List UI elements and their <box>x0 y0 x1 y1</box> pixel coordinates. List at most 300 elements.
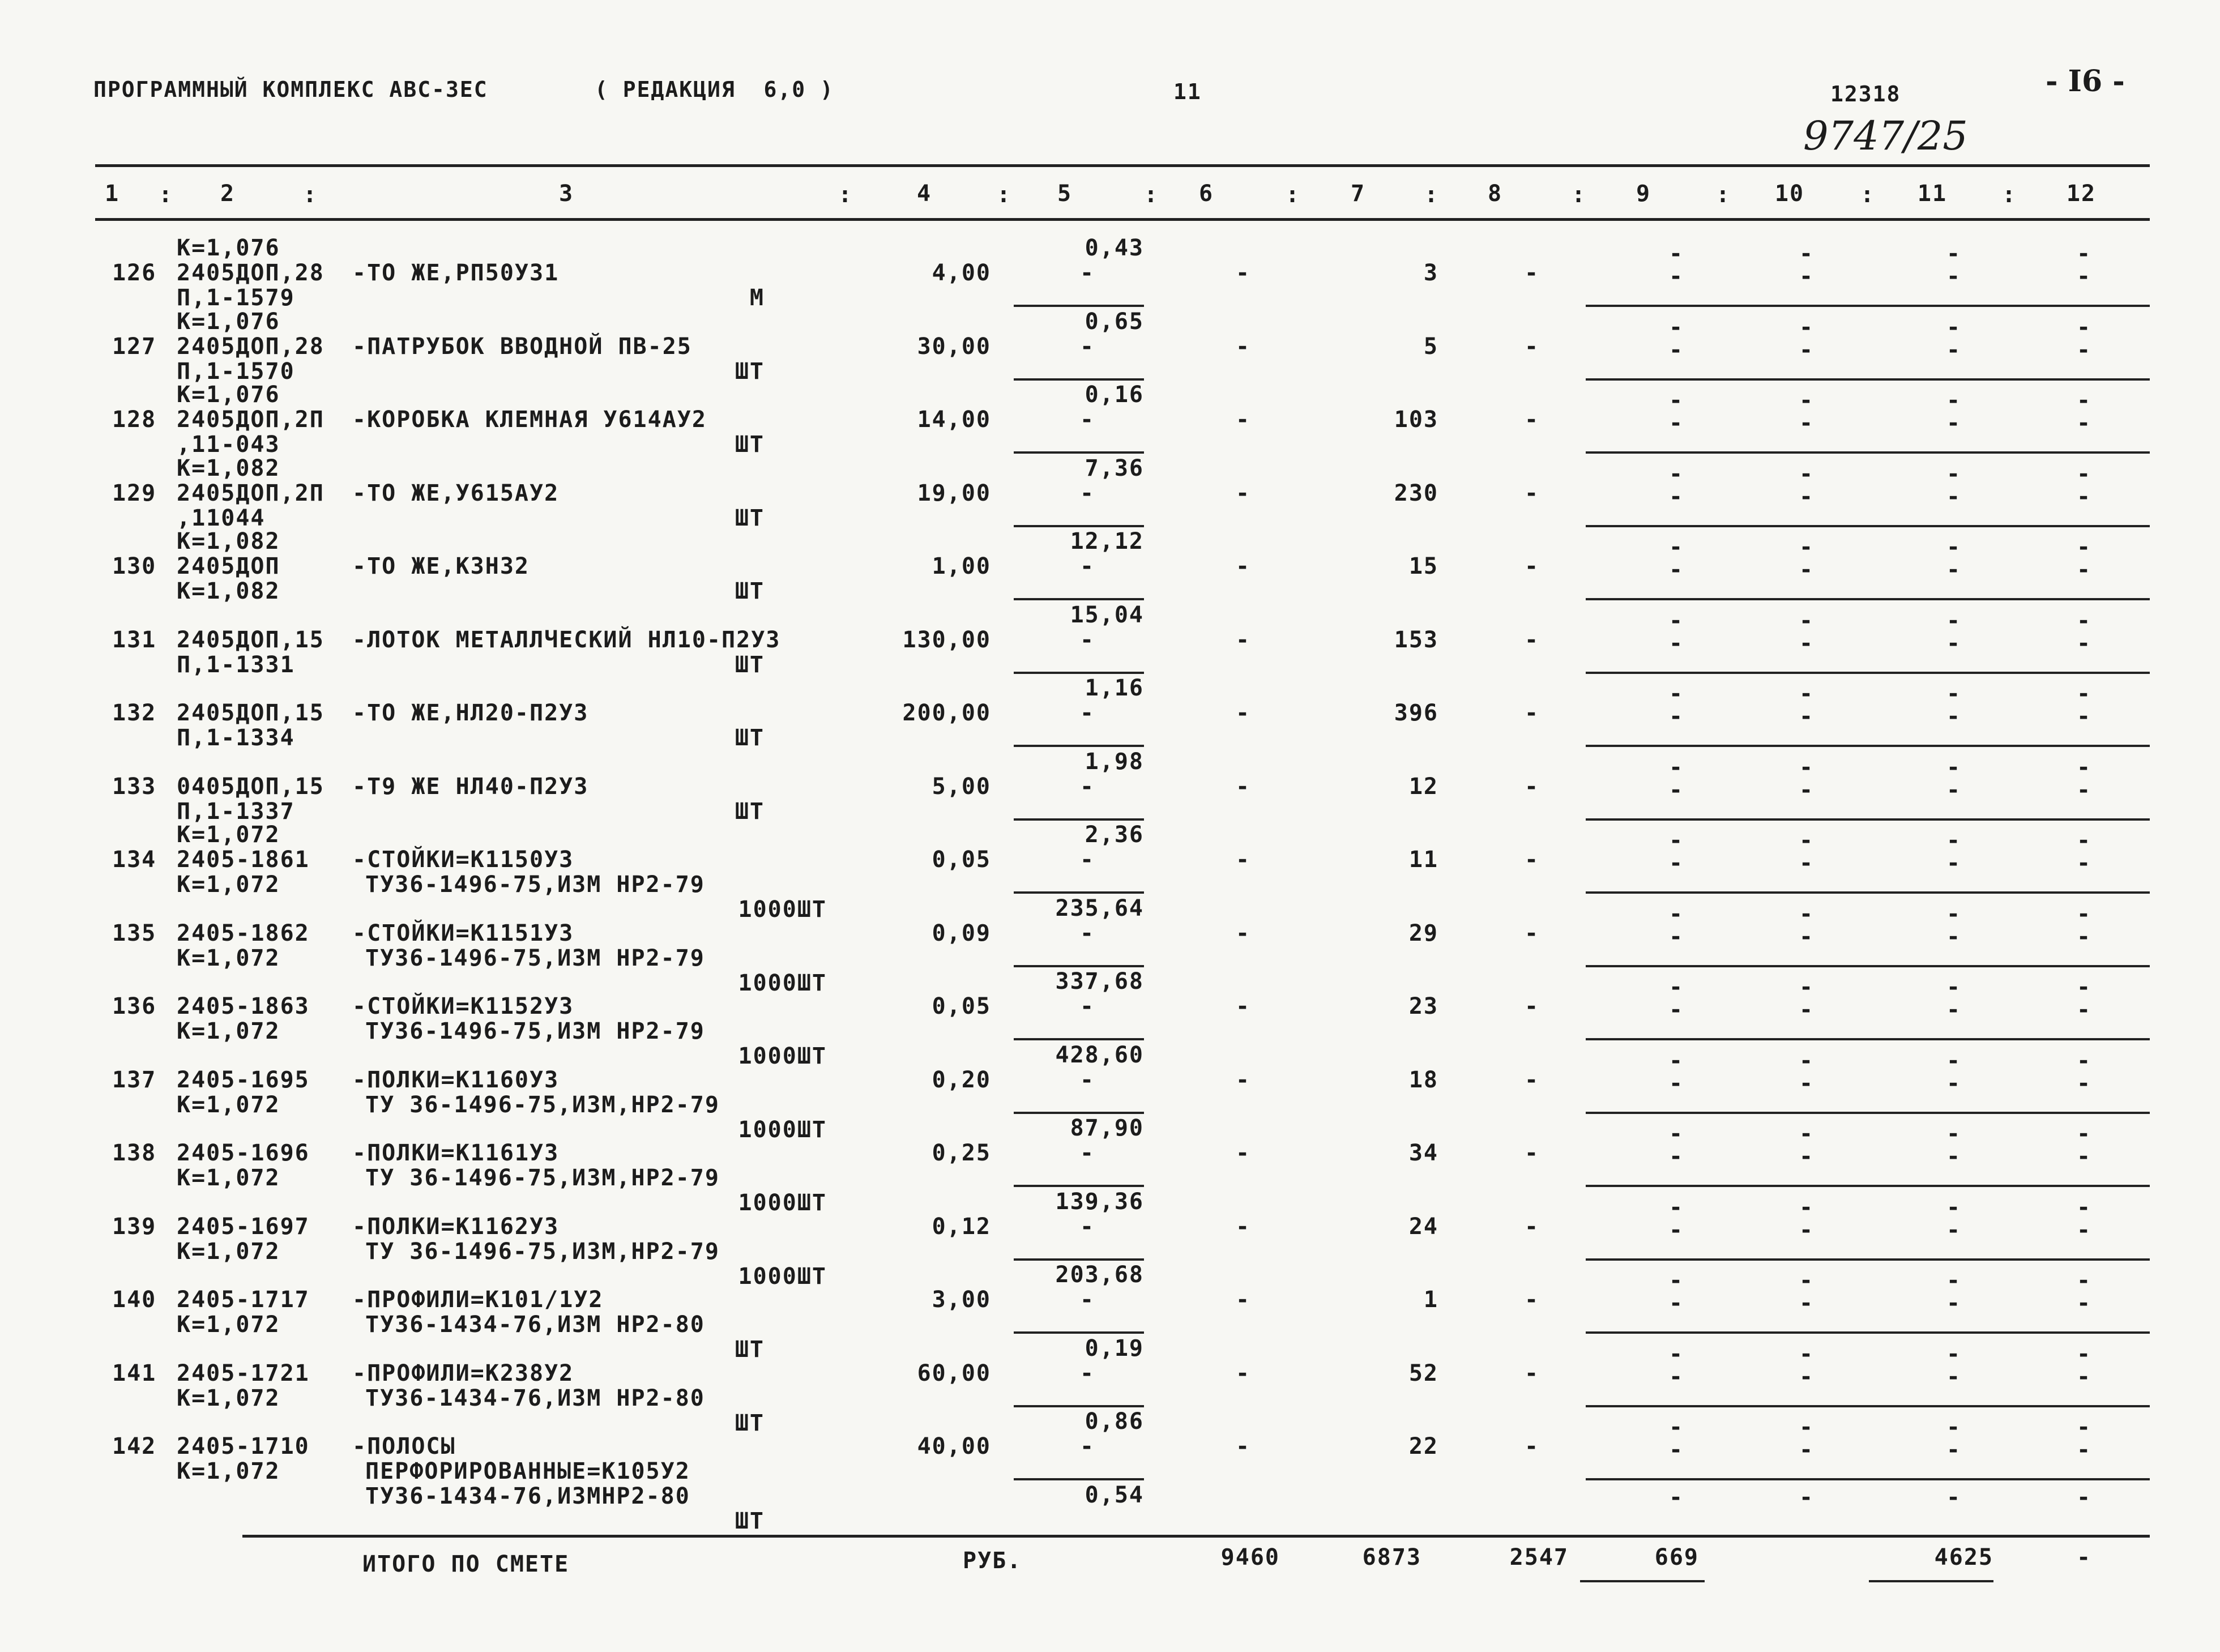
row-col6: - <box>1235 920 1251 946</box>
row-col12-upper: - <box>2076 534 2092 560</box>
column-separator: : <box>1424 182 1440 208</box>
row-number: 137 <box>112 1066 157 1093</box>
row-col10-lower: - <box>1799 1070 1815 1096</box>
row-unit: ШТ <box>735 651 765 678</box>
row-col11-lower: - <box>1946 557 1962 583</box>
row-name-line2: ТУ 36-1496-75,ИЗМ,НР2-79 <box>365 1091 720 1118</box>
row-col11-upper: - <box>1946 1267 1962 1294</box>
row-col12-upper: - <box>2076 607 2092 634</box>
row-col6: - <box>1235 773 1251 800</box>
row-price-dash: - <box>1079 773 1095 800</box>
row-col12-upper: - <box>2076 1121 2092 1147</box>
column-header-6: 6 <box>1198 181 1214 207</box>
row-col11-upper: - <box>1946 974 1962 1000</box>
row-col8: - <box>1524 553 1540 579</box>
row-unit: ШТ <box>735 798 765 825</box>
total-col9: 669 <box>1654 1544 1699 1570</box>
price-fraction-rule <box>1014 818 1144 821</box>
row-col9-upper: - <box>1668 1414 1684 1440</box>
row-price: 0,43 <box>1085 235 1144 261</box>
row-name-line2: ТУ36-1496-75,ИЗМ НР2-79 <box>365 1018 705 1044</box>
row-col8: - <box>1524 920 1540 946</box>
row-code-line2: К=1,072 <box>177 945 280 971</box>
row-coefficient: К=1,076 <box>177 235 280 261</box>
row-code-line2: К=1,072 <box>177 1312 280 1338</box>
row-col10-upper: - <box>1799 1194 1815 1220</box>
row-col12-lower: - <box>2076 850 2092 876</box>
row-unit: 1000ШТ <box>738 1116 827 1143</box>
row-col11-upper: - <box>1946 1121 1962 1147</box>
row-price: 87,90 <box>1070 1115 1144 1141</box>
row-name: -Т9 ЖЕ НЛ40-П2У3 <box>352 773 589 800</box>
row-col10-upper: - <box>1799 1414 1815 1440</box>
row-col11-lower: - <box>1946 263 1962 289</box>
row-col12-lower: - <box>2076 1290 2092 1316</box>
row-price: 428,60 <box>1055 1041 1144 1068</box>
row-col11-upper: - <box>1946 241 1962 267</box>
column-separator: : <box>997 182 1012 208</box>
row-col7: 24 <box>1408 1213 1438 1240</box>
row-col9-upper: - <box>1668 827 1684 853</box>
row-rule-col9-12 <box>1586 891 2150 894</box>
row-col9-lower: - <box>1668 997 1684 1023</box>
row-code-line2: К=1,072 <box>177 1018 280 1044</box>
row-rule-col9-12 <box>1586 525 2150 527</box>
row-code: 2405-1861 <box>177 847 310 873</box>
row-unit: 1000ШТ <box>738 1263 827 1290</box>
row-name: -ТО ЖЕ,К3Н32 <box>352 553 530 579</box>
row-quantity: 0,05 <box>932 847 991 873</box>
row-col8: - <box>1524 333 1540 360</box>
row-col10-lower: - <box>1799 1290 1815 1316</box>
row-col12-lower: - <box>2076 923 2092 950</box>
row-name: -КОРОБКА КЛЕМНАЯ У614АУ2 <box>352 407 707 433</box>
row-col9-upper: - <box>1668 1341 1684 1367</box>
edition-label: ( РЕДАКЦИЯ 6,0 ) <box>595 77 834 102</box>
row-col10-upper: - <box>1799 1341 1815 1367</box>
row-col11-lower: - <box>1946 1363 1962 1390</box>
row-col12-upper: - <box>2076 900 2092 927</box>
row-name-line2: ПЕРФОРИРОВАННЫЕ=К105У2 <box>365 1458 690 1484</box>
row-price-dash: - <box>1079 1066 1095 1093</box>
row-col11-lower: - <box>1946 1290 1962 1316</box>
row-code-line2: ,11-043 <box>177 432 280 458</box>
row-col12-lower: - <box>2076 1216 2092 1243</box>
row-code: 2405ДОП,28 <box>177 260 325 286</box>
price-fraction-rule <box>1014 451 1144 454</box>
row-col11-upper: - <box>1946 827 1962 853</box>
row-name: -ЛОТОК МЕТАЛЛЧЕСКИЙ НЛ10-П2У3 <box>352 626 781 653</box>
row-col10-lower: - <box>1799 1363 1815 1390</box>
column-header-10: 10 <box>1774 181 1805 207</box>
row-col10-upper: - <box>1799 1267 1815 1294</box>
row-rule-col9-12 <box>1586 1038 2150 1040</box>
row-col10-upper: - <box>1799 827 1815 853</box>
row-col7: 103 <box>1394 407 1438 433</box>
row-code: 2405ДОП,2П <box>177 480 325 506</box>
row-col12-lower: - <box>2076 263 2092 289</box>
row-col9-upper: - <box>1668 1047 1684 1074</box>
row-col11-lower: - <box>1946 1070 1962 1096</box>
row-col9-upper: - <box>1668 1267 1684 1294</box>
row-price-dash: - <box>1079 1433 1095 1459</box>
row-col9-lower: - <box>1668 410 1684 436</box>
row-col9-upper: - <box>1668 387 1684 413</box>
row-name-line2: ТУ36-1496-75,ИЗМ НР2-79 <box>365 945 705 971</box>
row-price-dash: - <box>1079 1360 1095 1386</box>
handwritten-number: 9747/25 <box>1803 113 1968 159</box>
row-quantity: 14,00 <box>917 407 991 433</box>
row-unit: М <box>749 285 765 311</box>
row-col6: - <box>1235 1433 1251 1459</box>
row-col8: - <box>1524 626 1540 653</box>
column-header-8: 8 <box>1487 181 1503 207</box>
row-col12-lower: - <box>2076 703 2092 729</box>
row-quantity: 3,00 <box>932 1287 991 1313</box>
row-code: 2405ДОП,28 <box>177 333 325 360</box>
row-col7: 153 <box>1394 626 1438 653</box>
row-col8: - <box>1524 260 1540 286</box>
row-col6: - <box>1235 993 1251 1019</box>
row-col9-upper: - <box>1668 241 1684 267</box>
row-price-dash: - <box>1079 333 1095 360</box>
row-code: 2405ДОП <box>177 553 280 579</box>
row-name-line2: ТУ 36-1496-75,ИЗМ,НР2-79 <box>365 1165 720 1191</box>
row-number: 133 <box>112 773 157 800</box>
row-col11-upper: - <box>1946 387 1962 413</box>
row-col12-upper: - <box>2076 1341 2092 1367</box>
row-col7: 15 <box>1408 553 1438 579</box>
row-code-line2: ,11044 <box>177 505 266 531</box>
row-col12-upper: - <box>2076 1267 2092 1294</box>
row-col10-upper: - <box>1799 314 1815 340</box>
row-col11-lower: - <box>1946 1143 1962 1169</box>
row-col6: - <box>1235 847 1251 873</box>
row-number: 130 <box>112 553 157 579</box>
price-fraction-rule <box>1014 1478 1144 1480</box>
row-quantity: 19,00 <box>917 480 991 506</box>
row-col10-upper: - <box>1799 900 1815 927</box>
row-col7: 230 <box>1394 480 1438 506</box>
column-separator: : <box>1572 182 1587 208</box>
row-rule-col9-12 <box>1586 305 2150 307</box>
row-coefficient: К=1,076 <box>177 308 280 335</box>
total-label: ИТОГО ПО СМЕТЕ <box>362 1551 570 1577</box>
row-col10-lower: - <box>1799 1216 1815 1243</box>
row-quantity: 0,12 <box>932 1213 991 1240</box>
row-price: 12,12 <box>1070 528 1144 554</box>
row-rule-col9-12 <box>1586 451 2150 454</box>
column-header-5: 5 <box>1057 181 1073 207</box>
row-code-line2: К=1,072 <box>177 1165 280 1191</box>
row-unit: ШТ <box>735 1508 765 1534</box>
row-col8: - <box>1524 847 1540 873</box>
row-col10-upper: - <box>1799 534 1815 560</box>
row-price: 337,68 <box>1055 968 1144 994</box>
row-col11-lower: - <box>1946 1437 1962 1463</box>
row-col7: 5 <box>1423 333 1438 360</box>
row-rule-col9-12 <box>1586 818 2150 821</box>
row-price: 7,36 <box>1085 455 1144 481</box>
row-col10-lower: - <box>1799 557 1815 583</box>
row-price: 0,19 <box>1085 1335 1144 1361</box>
column-header-2: 2 <box>220 181 236 207</box>
row-price-dash: - <box>1079 626 1095 653</box>
row-col11-upper: - <box>1946 534 1962 560</box>
row-code: 2405-1717 <box>177 1287 310 1313</box>
row-rule-col9-12 <box>1586 1258 2150 1261</box>
row-col12-upper: - <box>2076 1047 2092 1074</box>
row-col9-lower: - <box>1668 557 1684 583</box>
row-price: 0,16 <box>1085 382 1144 408</box>
row-quantity: 0,09 <box>932 920 991 946</box>
row-col10-upper: - <box>1799 387 1815 413</box>
total-col6: 9460 <box>1220 1544 1280 1570</box>
column-separator: : <box>2002 182 2017 208</box>
column-header-7: 7 <box>1350 181 1366 207</box>
row-number: 128 <box>112 407 157 433</box>
row-price-dash: - <box>1079 260 1095 286</box>
price-fraction-rule <box>1014 1405 1144 1407</box>
row-price-dash: - <box>1079 700 1095 726</box>
row-coefficient: К=1,076 <box>177 382 280 408</box>
row-col12-lower: - <box>2076 776 2092 803</box>
row-col9-lower: - <box>1668 1070 1684 1096</box>
row-col9-upper: - <box>1668 534 1684 560</box>
row-quantity: 0,25 <box>932 1140 991 1166</box>
page-number: - I6 - <box>2046 64 2125 99</box>
document-code: 12318 <box>1830 82 1901 106</box>
row-col11-upper: - <box>1946 1194 1962 1220</box>
row-unit: 1000ШТ <box>738 897 827 923</box>
total-top-rule <box>242 1535 2150 1538</box>
row-code: 2405-1862 <box>177 920 310 946</box>
row-rule-col9-12 <box>1586 598 2150 600</box>
row-col11-upper: - <box>1946 1414 1962 1440</box>
row-col7: 23 <box>1408 993 1438 1019</box>
row-name-line3: ТУ36-1434-76,ИЗМНР2-80 <box>365 1483 690 1509</box>
total-currency: РУБ. <box>963 1548 1022 1574</box>
row-col10-lower: - <box>1799 263 1815 289</box>
row-col9-upper: - <box>1668 681 1684 707</box>
row-col10-lower: - <box>1799 630 1815 656</box>
row-rule-col9-12 <box>1586 1478 2150 1480</box>
row-col10-upper: - <box>1799 1047 1815 1074</box>
row-number: 135 <box>112 920 157 946</box>
row-col8: - <box>1524 1360 1540 1386</box>
column-separator: : <box>303 182 318 208</box>
row-unit: ШТ <box>735 358 765 385</box>
total-col11-underline <box>1869 1580 1993 1582</box>
row-col8: - <box>1524 1287 1540 1313</box>
row-col6: - <box>1235 700 1251 726</box>
row-col10-lower: - <box>1799 776 1815 803</box>
column-separator: : <box>1286 182 1301 208</box>
row-code: 2405ДОП,2П <box>177 407 325 433</box>
row-col9-lower: - <box>1668 483 1684 510</box>
row-coefficient: К=1,072 <box>177 822 280 848</box>
row-col10-upper: - <box>1799 607 1815 634</box>
row-code-line2: П,1-1334 <box>177 725 295 751</box>
row-col9-upper: - <box>1668 900 1684 927</box>
row-col9-lower: - <box>1668 1216 1684 1243</box>
row-price-dash: - <box>1079 1213 1095 1240</box>
total-col12: - <box>2076 1544 2092 1570</box>
row-col12-lower: - <box>2076 1363 2092 1390</box>
row-name: -ПРОФИЛИ=К101/1У2 <box>352 1287 604 1313</box>
final-price: 0,54 <box>1085 1482 1144 1508</box>
price-fraction-rule <box>1014 305 1144 307</box>
row-unit: 1000ШТ <box>738 1190 827 1216</box>
row-price-dash: - <box>1079 1287 1095 1313</box>
row-col12-lower: - <box>2076 336 2092 363</box>
row-code-line2: К=1,072 <box>177 1091 280 1118</box>
row-col12-lower: - <box>2076 997 2092 1023</box>
column-header-1: 1 <box>104 181 120 207</box>
row-price-dash: - <box>1079 1140 1095 1166</box>
row-number: 129 <box>112 480 157 506</box>
row-name: -СТОЙКИ=К1152У3 <box>352 993 574 1019</box>
row-unit: ШТ <box>735 432 765 458</box>
row-col12-upper: - <box>2076 460 2092 487</box>
row-name: -СТОЙКИ=К1151У3 <box>352 920 574 946</box>
row-col12-upper: - <box>2076 314 2092 340</box>
row-price: 139,36 <box>1055 1188 1144 1215</box>
column-separator: : <box>838 182 853 208</box>
row-quantity: 200,00 <box>902 700 991 726</box>
row-code: 2405-1710 <box>177 1433 310 1459</box>
row-code: 2405ДОП,15 <box>177 700 325 726</box>
row-name-line2: ТУ 36-1496-75,ИЗМ,НР2-79 <box>365 1238 720 1265</box>
row-price-dash: - <box>1079 920 1095 946</box>
row-col8: - <box>1524 1140 1540 1166</box>
row-col11-lower: - <box>1946 997 1962 1023</box>
row-name: -ПАТРУБОК ВВОДНОЙ ПВ-25 <box>352 333 692 360</box>
row-number: 127 <box>112 333 157 360</box>
row-col10-lower: - <box>1799 410 1815 436</box>
row-col10-lower: - <box>1799 703 1815 729</box>
row-name-line2: ТУ36-1496-75,ИЗМ НР2-79 <box>365 872 705 898</box>
row-col8: - <box>1524 407 1540 433</box>
row-col11-upper: - <box>1946 607 1962 634</box>
row-col12-upper: - <box>2076 681 2092 707</box>
total-col11: 4625 <box>1934 1544 1993 1570</box>
row-unit: ШТ <box>735 578 765 604</box>
row-col6: - <box>1235 260 1251 286</box>
final-col9: - <box>1668 1484 1684 1510</box>
row-number: 138 <box>112 1140 157 1166</box>
row-code: 2405ДОП,15 <box>177 626 325 653</box>
row-name: -ТО ЖЕ,У615АУ2 <box>352 480 560 506</box>
total-col8: 2547 <box>1509 1544 1569 1570</box>
row-quantity: 4,00 <box>932 260 991 286</box>
price-fraction-rule <box>1014 1185 1144 1187</box>
row-col12-lower: - <box>2076 557 2092 583</box>
row-name: -СТОЙКИ=К1150У3 <box>352 847 574 873</box>
row-unit: ШТ <box>735 725 765 751</box>
price-fraction-rule <box>1014 1038 1144 1040</box>
column-separator: : <box>1860 182 1876 208</box>
row-col9-lower: - <box>1668 703 1684 729</box>
row-code-line2: П,1-1337 <box>177 798 295 825</box>
row-col7: 396 <box>1394 700 1438 726</box>
row-col9-upper: - <box>1668 974 1684 1000</box>
row-price: 203,68 <box>1055 1262 1144 1288</box>
row-unit: ШТ <box>735 1410 765 1436</box>
row-col6: - <box>1235 407 1251 433</box>
row-col11-lower: - <box>1946 336 1962 363</box>
row-name: -ПОЛКИ=К1162У3 <box>352 1213 560 1240</box>
row-quantity: 1,00 <box>932 553 991 579</box>
row-col11-lower: - <box>1946 850 1962 876</box>
price-fraction-rule <box>1014 891 1144 894</box>
column-header-12: 12 <box>2066 181 2097 207</box>
row-price: 1,16 <box>1085 675 1144 701</box>
row-name-line2: ТУ36-1434-76,ИЗМ НР2-80 <box>365 1385 705 1411</box>
row-code: 2405-1696 <box>177 1140 310 1166</box>
row-col10-lower: - <box>1799 997 1815 1023</box>
row-col10-upper: - <box>1799 460 1815 487</box>
price-fraction-rule <box>1014 745 1144 747</box>
row-col6: - <box>1235 333 1251 360</box>
row-quantity: 40,00 <box>917 1433 991 1459</box>
row-col11-lower: - <box>1946 703 1962 729</box>
row-number: 141 <box>112 1360 157 1386</box>
row-col12-upper: - <box>2076 1194 2092 1220</box>
row-col8: - <box>1524 773 1540 800</box>
row-price-dash: - <box>1079 847 1095 873</box>
sheet-number: 11 <box>1173 79 1202 104</box>
row-col11-upper: - <box>1946 1047 1962 1074</box>
row-number: 126 <box>112 260 157 286</box>
row-col7: 3 <box>1423 260 1438 286</box>
row-col7: 29 <box>1408 920 1438 946</box>
row-price: 1,98 <box>1085 748 1144 775</box>
row-col10-upper: - <box>1799 681 1815 707</box>
row-code: 2405-1695 <box>177 1066 310 1093</box>
row-code-line2: К=1,072 <box>177 1238 280 1265</box>
column-header-3: 3 <box>558 181 574 207</box>
row-col9-upper: - <box>1668 754 1684 780</box>
row-col9-upper: - <box>1668 607 1684 634</box>
price-fraction-rule <box>1014 525 1144 527</box>
row-col6: - <box>1235 553 1251 579</box>
row-col9-upper: - <box>1668 460 1684 487</box>
row-quantity: 130,00 <box>902 626 991 653</box>
row-rule-col9-12 <box>1586 378 2150 381</box>
row-col9-lower: - <box>1668 1290 1684 1316</box>
row-number: 140 <box>112 1287 157 1313</box>
row-rule-col9-12 <box>1586 965 2150 967</box>
row-col9-upper: - <box>1668 1194 1684 1220</box>
final-col12: - <box>2076 1484 2092 1510</box>
row-number: 136 <box>112 993 157 1019</box>
column-header-11: 11 <box>1917 181 1948 207</box>
row-col12-lower: - <box>2076 630 2092 656</box>
row-col8: - <box>1524 700 1540 726</box>
row-rule-col9-12 <box>1586 672 2150 674</box>
row-quantity: 60,00 <box>917 1360 991 1386</box>
row-col10-upper: - <box>1799 241 1815 267</box>
row-col11-lower: - <box>1946 483 1962 510</box>
row-col9-upper: - <box>1668 314 1684 340</box>
row-unit: ШТ <box>735 505 765 531</box>
row-col12-lower: - <box>2076 1070 2092 1096</box>
row-col10-lower: - <box>1799 850 1815 876</box>
row-number: 132 <box>112 700 157 726</box>
column-header-4: 4 <box>916 181 932 207</box>
row-name: -ПОЛКИ=К1161У3 <box>352 1140 560 1166</box>
